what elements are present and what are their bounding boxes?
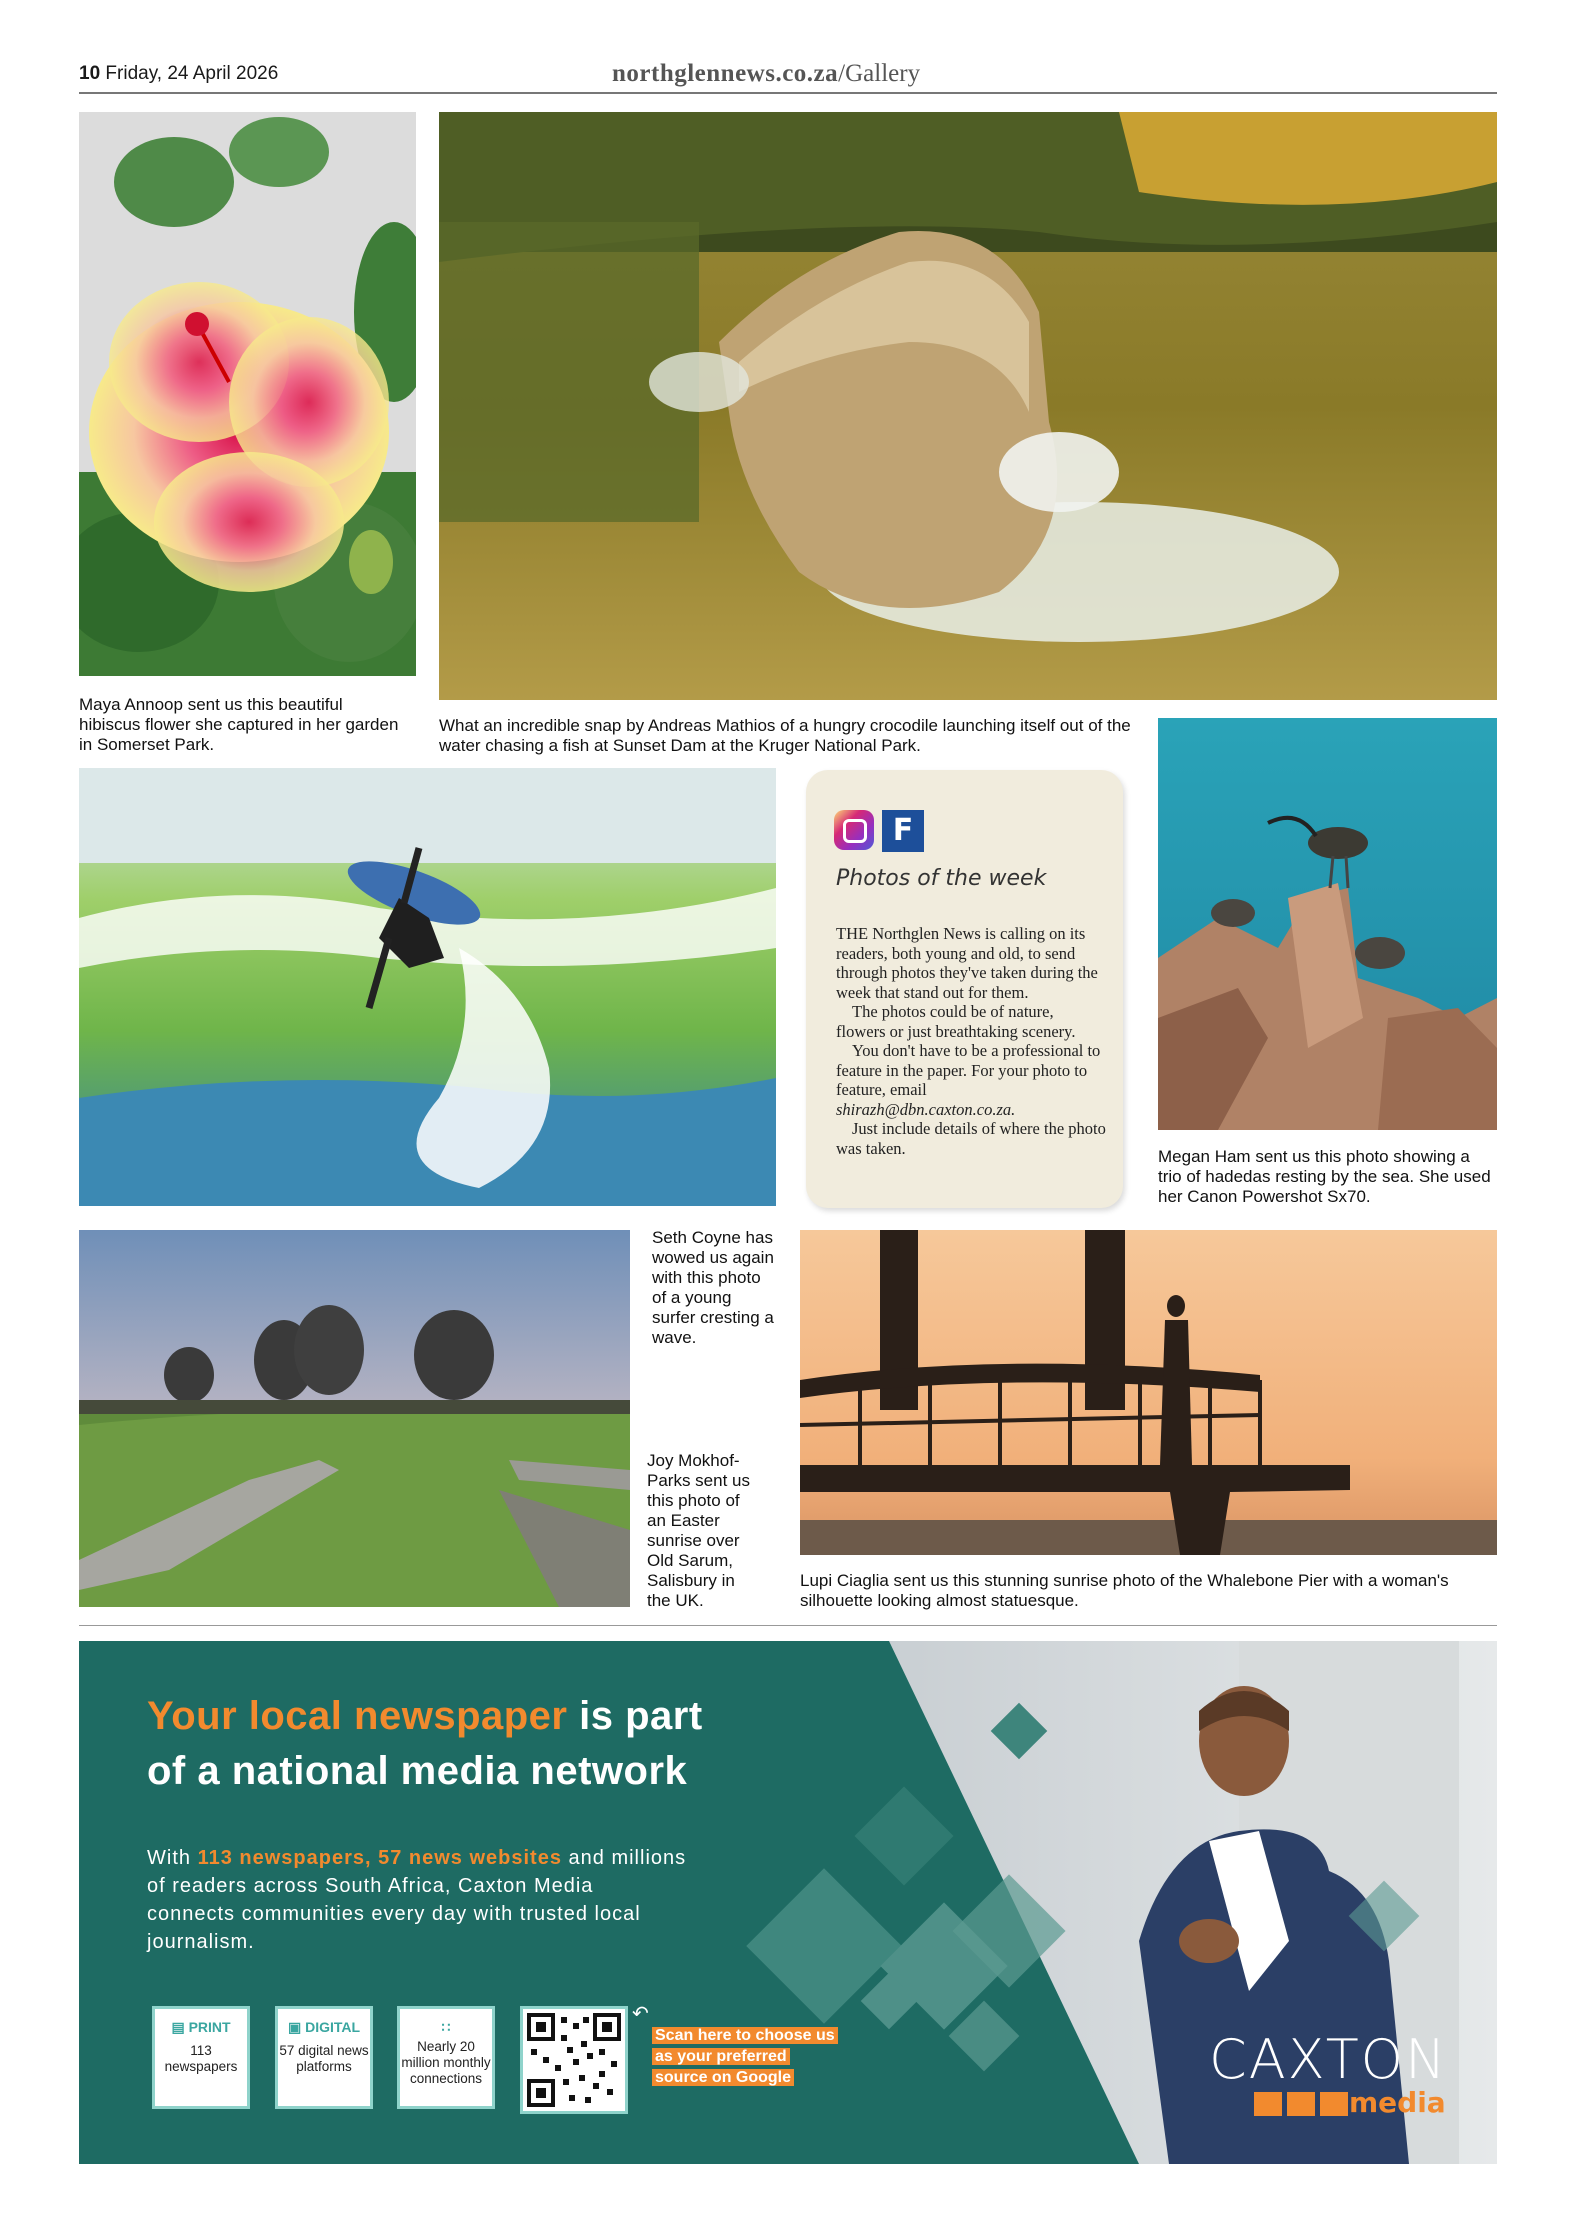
logo-square-1	[1254, 2092, 1282, 2116]
hadedas-photo	[1158, 718, 1497, 1130]
arrow-icon: ↶	[632, 2003, 649, 2025]
network-icon: ∷	[441, 2019, 451, 2035]
ad-body: With 113 newspapers, 57 news websites and millions of readers across South Africa, Caxton Media connects communities every day with trusted local journalism.	[147, 1847, 687, 1953]
hadedas-caption: Megan Ham sent us this photo showing a trio of hadedas resting by the sea. She used her Canon Powershot Sx70.	[1158, 1147, 1491, 1206]
surfer-caption: Seth Coyne has wowed us again with this photo of a young surfer cresting a wave.	[652, 1228, 774, 1347]
potw-paragraph-4: Just include details of where the photo was taken.	[836, 1119, 1106, 1158]
potw-paragraph-2: The photos could be of nature, flowers or just breathtaking scenery.	[836, 1002, 1076, 1041]
print-icon: ▤ PRINT	[171, 2019, 231, 2035]
scan-callout[interactable]: Scan here to choose us as your preferred source on Google	[652, 2025, 838, 2088]
section-name: /Gallery	[838, 60, 921, 87]
caxton-advert[interactable]	[79, 1641, 1497, 2164]
site-name[interactable]: northglennews.co.za	[612, 60, 839, 87]
card-connections	[397, 2006, 495, 2109]
photos-of-the-week-box	[806, 770, 1123, 1208]
card-digital-text: 57 digital news platforms	[279, 2043, 369, 2074]
ad-headline: Your local newspaper is part of a national media network	[147, 1694, 703, 1793]
hibiscus-photo	[79, 112, 416, 676]
pier-photo	[800, 1230, 1497, 1555]
hibiscus-caption: Maya Annoop sent us this beautiful hibiscus flower she captured in her garden in Somerset Park.	[79, 695, 399, 754]
caxton-logo-media: media	[1349, 2086, 1446, 2119]
potw-paragraph-1: THE Northglen News is calling on its readers, both young and old, to send through photos they've taken during the week that stand out for them.	[836, 924, 1098, 1002]
logo-square-3	[1320, 2092, 1348, 2116]
surfer-photo	[79, 768, 776, 1206]
digital-icon: ▣ DIGITAL	[287, 2019, 361, 2035]
potw-email[interactable]: shirazh@dbn.caxton.co.za.	[836, 1099, 1016, 1119]
logo-square-2	[1287, 2092, 1315, 2116]
crocodile-photo	[439, 112, 1497, 700]
issue-date: Friday, 24 April 2026	[105, 63, 279, 84]
site-header	[612, 60, 920, 88]
card-digital	[275, 2006, 373, 2109]
crocodile-caption: What an incredible snap by Andreas Mathios of a hungry crocodile launching itself out of the water chasing a fish at Sunset Dam at the Kruger National Park.	[439, 716, 1131, 755]
card-print-text: 113 newspapers	[164, 2043, 238, 2074]
page-header-left	[79, 63, 278, 85]
caxton-logo[interactable]: CAXTON	[1209, 2028, 1448, 2091]
facebook-icon[interactable]: F	[882, 810, 924, 852]
old-sarum-caption: Joy Mokhof-Parks sent us this photo of an Easter sunrise over Old Sarum, Salisbury in the UK.	[647, 1451, 750, 1610]
potw-paragraph-3: You don't have to be a professional to feature in the paper. For your photo to feature, email shirazh@dbn.caxton.co.za.	[836, 1041, 1101, 1119]
potw-title: Photos of the week	[836, 866, 1047, 891]
card-print	[152, 2006, 250, 2109]
old-sarum-photo	[79, 1230, 630, 1607]
potw-body	[836, 924, 1106, 1158]
qr-code[interactable]	[520, 2006, 628, 2114]
ad-rule	[79, 1625, 1497, 1626]
header-rule	[79, 92, 1497, 94]
card-connections-text: Nearly 20 million monthly connections	[401, 2039, 491, 2086]
instagram-icon[interactable]	[834, 810, 874, 850]
page-number: 10	[79, 63, 101, 84]
pier-caption: Lupi Ciaglia sent us this stunning sunrise photo of the Whalebone Pier with a woman's silhouette looking almost statuesque.	[800, 1571, 1449, 1610]
